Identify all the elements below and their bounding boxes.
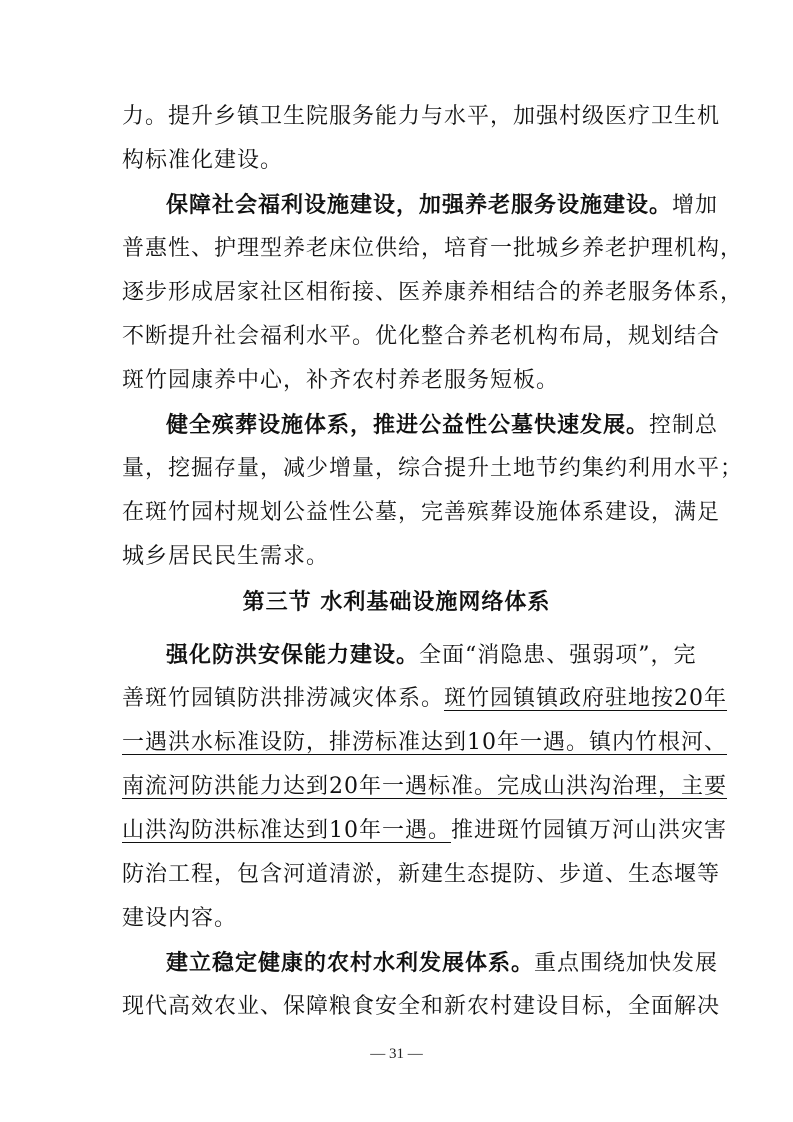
page-number: — 31 — [370, 1046, 423, 1062]
paragraph-4-line-1 [166, 640, 697, 670]
paragraph-4-line-4-underlined: 南流河防洪能力达到20年一遇标准。完成山洪沟治理，主要 [122, 774, 727, 799]
paragraph-4-line-6: 防治工程，包含河道清淤，新建生态提防、步道、生态堰等 [122, 862, 721, 887]
paragraph-4-line-1-rest: 全面“消隐患、强弱项”，完 [419, 643, 697, 668]
paragraph-5-line-1 [166, 948, 719, 978]
paragraph-3-line-2: 量，挖掘存量，减少增量，综合提升土地节约集约利用水平； [122, 456, 744, 481]
paragraph-4-line-2-underlined: 斑竹园镇镇政府驻地按20年 [444, 686, 728, 711]
paragraph-5-line-2: 现代高效农业、保障粮食安全和新农村建设目标，全面解决 [122, 994, 721, 1019]
paragraph-3-line-1 [166, 410, 719, 440]
paragraph-3-line-1-rest: 控制总 [649, 413, 719, 438]
paragraph-4-line-5-underlined: 山洪沟防洪标准达到10年一遇。 [122, 818, 451, 843]
paragraph-2-line-5: 斑竹园康养中心，补齐农村养老服务短板。 [122, 368, 560, 393]
paragraph-1-line-1: 力。提升乡镇卫生院服务能力与水平，加强村级医疗卫生机 [122, 104, 721, 129]
paragraph-2-lead: 保障社会福利设施建设，加强养老服务设施建设。 [166, 192, 673, 218]
paragraph-4-line-2 [122, 684, 728, 714]
paragraph-4-line-2-plain: 善斑竹园镇防洪排涝减灾体系。 [122, 686, 445, 711]
section-heading: 第三节 水利基础设施网络体系 [242, 590, 551, 615]
paragraph-2-line-3: 逐步形成居家社区相衔接、医养康养相结合的养老服务体系， [122, 280, 744, 305]
paragraph-5-line-1-rest: 重点围绕加快发展 [534, 951, 719, 976]
paragraph-4-line-3 [122, 728, 727, 758]
paragraph-4-line-7: 建设内容。 [122, 906, 238, 931]
paragraph-1-line-2: 构标准化建设。 [122, 148, 284, 173]
paragraph-4-line-5 [122, 816, 728, 846]
paragraph-2-line-1 [166, 190, 719, 220]
paragraph-2-line-2: 普惠性、护理型养老床位供给，培育一批城乡养老护理机构， [122, 236, 744, 261]
paragraph-5-lead: 建立稳定健康的农村水利发展体系。 [166, 950, 535, 976]
paragraph-4-lead: 强化防洪安保能力建设。 [166, 642, 420, 668]
paragraph-2-line-1-rest: 增加 [672, 193, 719, 218]
paragraph-4-line-3-underlined: 一遇洪水标准设防，排涝标准达到10年一遇。镇内竹根河、 [122, 730, 727, 755]
paragraph-2-line-4: 不断提升社会福利水平。优化整合养老机构布局，规划结合 [122, 324, 721, 349]
paragraph-3-lead: 健全殡葬设施体系，推进公益性公墓快速发展。 [166, 412, 650, 438]
paragraph-4-line-5-plain: 推进斑竹园镇万河山洪灾害 [451, 818, 728, 843]
paragraph-3-line-3: 在斑竹园村规划公益性公墓，完善殡葬设施体系建设，满足 [122, 500, 721, 525]
paragraph-3-line-4: 城乡居民民生需求。 [122, 544, 330, 569]
paragraph-4-line-4 [122, 772, 727, 802]
